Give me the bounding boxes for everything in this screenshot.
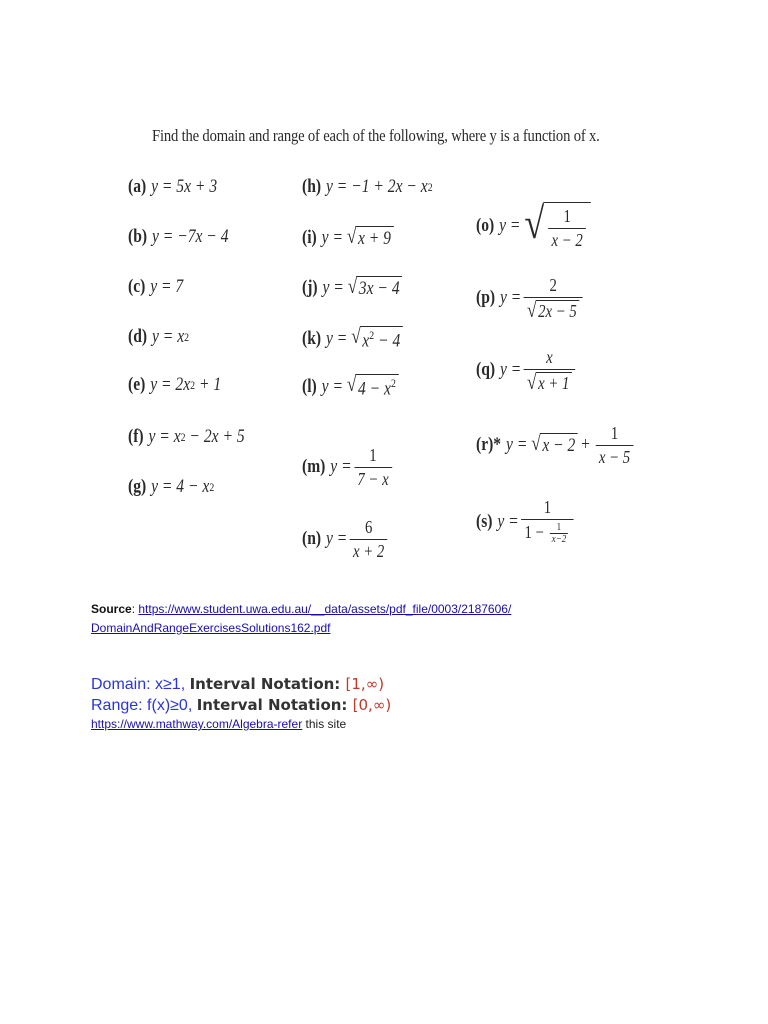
source-label: Source [91,602,132,616]
exercise-k: (k) y = √ $x^2 - 4$ [302,326,403,352]
exercise-o: (o) y = √ $\frac{1}{x - 2}$ [476,202,591,250]
exercise-e: (e) y = 2x 2 + 1 [128,374,222,395]
exercise-a: (a) y = 5x + 3 [128,176,218,197]
exercise-n: (n) y = $\frac{6}{x + 2}$ [302,518,390,561]
exercise-q: (q) y = x √ x + 1 [476,348,578,393]
instruction-text: Find the domain and range of each of the following, where y is a function of x. [152,126,600,145]
exercise-c: (c) y = 7 [128,276,184,297]
exercise-i: (i) y = √ x + 9 [302,226,393,250]
domain-interval-label: Interval Notation: [189,675,346,693]
range-interval-label: Interval Notation: [196,696,353,714]
exercise-image [118,116,638,561]
source-link[interactable]: https://www.student.uwa.edu.au/__data/assets/pdf_file/0003/2187606/ DomainAndRangeExercisesSolutions162.pdf [91,602,512,635]
domain-text: Domain: x≥1, [91,676,190,693]
exercise-l: (l) y = √ $4 - x^2$ [302,374,398,400]
range-line [91,696,391,715]
reference-line [91,717,346,731]
exercise-h: (h) y = −1 + 2x − x 2 [302,176,433,197]
mathway-link[interactable]: https://www.mathway.com/Algebra-refer [91,717,303,731]
source-citation: Source: https://www.student.uwa.edu.au/__data/assets/pdf_file/0003/2187606/ DomainAndRangeExercisesSolutions162.pdf [91,602,512,635]
range-text: Range: f(x)≥0, [91,697,197,714]
exercise-p: (p) y = 2 √ 2x − 5 [476,276,585,321]
exercise-r: (r)* y = √ x − 2 + $\frac{1}{x - 5}$ [476,424,636,467]
domain-line [91,675,384,694]
reference-suffix: this site [302,717,347,731]
exercise-j: (j) y = √ 3x − 4 [302,276,402,300]
exercise-s: (s) y = 1 1 − $\frac{1}{x-2}$ [476,498,576,546]
exercise-m: (m) y = $\frac{1}{7 - x}$ [302,446,394,489]
range-interval: [0,∞) [352,696,392,714]
exercise-d: (d) y = x 2 [128,326,190,347]
domain-interval: [1,∞) [345,675,385,693]
exercise-f: (f) y = x 2 − 2x + 5 [128,426,245,447]
exercise-b: (b) y = −7x − 4 [128,226,229,247]
exercise-g: (g) y = 4 − x 2 [128,476,215,497]
